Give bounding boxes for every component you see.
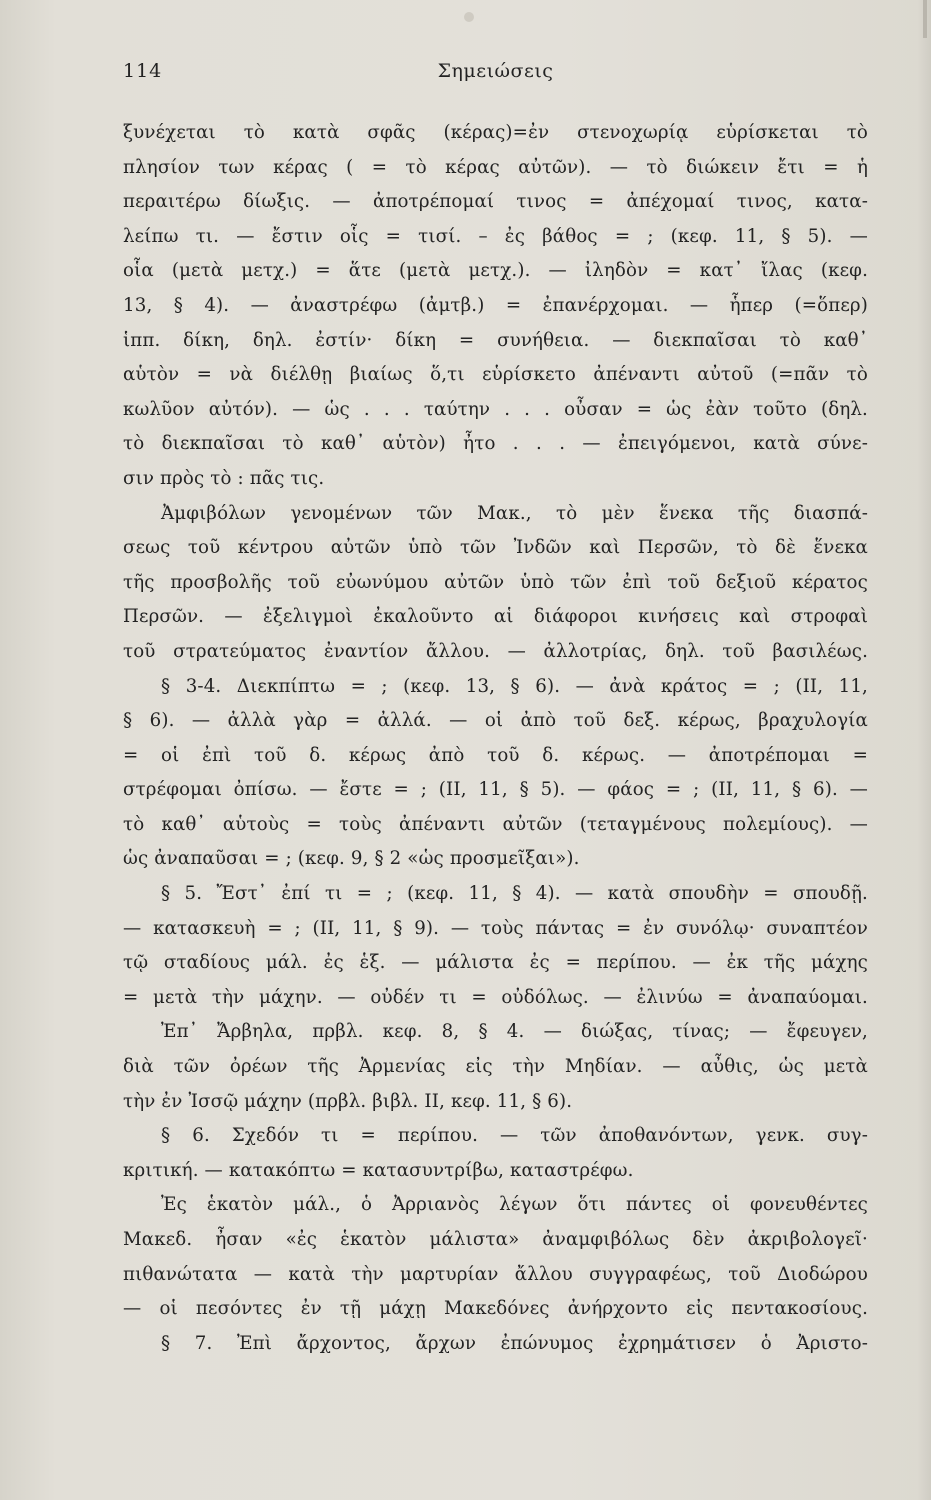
text-line: Ἐπ᾽ Ἄρβηλα, πρβλ. κεφ. 8, § 4. — διώξας, τίνας; — ἔφευγεν, <box>161 1021 868 1043</box>
text-line: Ἀμφιβόλων γενομένων τῶν Μακ., τὸ μὲν ἕνεκα τῆς διασπά- <box>161 502 868 524</box>
text-line: Μακεδ. ἦσαν «ἐς ἑκατὸν μάλιστα» ἀναμφιβόλως δὲν ἀκριβολογεῖ· <box>123 1229 868 1250</box>
page-blemish <box>464 12 474 22</box>
text-line: τὸ καθ᾽ αὑτοὺς = τοὺς ἀπέναντι αὐτῶν (τεταγμένους πολεμίους). — <box>123 813 868 835</box>
text-line: περαιτέρω δίωξις. — ἀποτρέπομαί τινος = ἀπέχομαί τινος, κατα- <box>123 191 868 213</box>
text-line: = οἱ ἐπὶ τοῦ δ. κέρως ἀπὸ τοῦ δ. κέρως. — ἀποτρέπομαι = <box>123 744 868 766</box>
text-line: αὑτὸν = νὰ διέλθῃ βιαίως ὅ,τι εὑρίσκετο ἀπέναντι αὐτοῦ (=πᾶν τὸ <box>123 364 868 386</box>
text-line: Ἐς ἑκατὸν μάλ., ὁ Ἀρριανὸς λέγων ὅτι πάντες οἱ φονευθέντες <box>161 1194 868 1216</box>
text-line: 13, § 4). — ἀναστρέφω (ἀμτβ.) = ἐπανέρχομαι. — ἧπερ (=ὅπερ) <box>123 294 868 316</box>
page-number: 114 <box>123 60 163 82</box>
text-line: = μετὰ τὴν μάχην. — οὐδέν τι = οὐδόλως. — ἐλινύω = ἀναπαύομαι. <box>123 986 868 1008</box>
page-edge-shadow <box>917 0 931 1500</box>
text-line: — οἱ πεσόντες ἐν τῇ μάχῃ Μακεδόνες ἀνήρχοντο εἰς πεντακοσίους. <box>123 1298 868 1320</box>
text-line: τὸ διεκπαῖσαι τὸ καθ᾽ αὑτὸν) ἦτο . . . — ἐπειγόμενοι, κατὰ σύνε- <box>123 433 868 455</box>
text-line: § 6. Σχεδόν τι = περίπου. — τῶν ἀποθανόντων, γενκ. συγ- <box>161 1125 868 1147</box>
text-line: § 5. Ἔστ᾽ ἐπί τι = ; (κεφ. 11, § 4). — κατὰ σπουδὴν = σπουδῇ. <box>161 883 868 905</box>
page-header <box>123 60 868 90</box>
text-line: ξυνέχεται τὸ κατὰ σφᾶς (κέρας)=ἐν στενοχωρίᾳ εὑρίσκεται τὸ <box>123 122 868 143</box>
text-line: διὰ τῶν ὀρέων τῆς Ἀρμενίας εἰς τὴν Μηδίαν. — αὖθις, ὡς μετὰ <box>123 1056 868 1078</box>
text-line: κριτική. — κατακόπτω = κατασυντρίβω, καταστρέφω. <box>123 1159 634 1181</box>
text-line: τῆς προσβολῆς τοῦ εὐωνύμου αὐτῶν ὑπὸ τῶν ἐπὶ τοῦ δεξιοῦ κέρατος <box>123 571 868 593</box>
text-line: § 6). — ἀλλὰ γὰρ = ἀλλά. — οἱ ἀπὸ τοῦ δεξ. κέρως, βραχυλογία <box>123 710 868 732</box>
text-line: λείπω τι. — ἔστιν οἷς = τισί. – ἐς βάθος = ; (κεφ. 11, § 5). — <box>123 225 868 247</box>
text-line: — κατασκευὴ = ; (II, 11, § 9). — τοὺς πάντας = ἐν συνόλῳ· συναπτέον <box>123 917 868 939</box>
text-line: τῷ σταδίους μάλ. ἐς ἑξ. — μάλιστα ἐς = περίπου. — ἐκ τῆς μάχης <box>123 952 868 974</box>
text-line: Περσῶν. — ἐξελιγμοὶ ἐκαλοῦντο αἱ διάφοροι κινήσεις καὶ στροφαὶ <box>123 606 868 628</box>
text-line: πιθανώτατα — κατὰ τὴν μαρτυρίαν ἄλλου συγγραφέως, τοῦ Διοδώρου <box>123 1263 868 1285</box>
text-line: § 3-4. Διεκπίπτω = ; (κεφ. 13, § 6). — ἀνὰ κράτος = ; (II, 11, <box>161 675 868 697</box>
text-line: § 7. Ἐπὶ ἄρχοντος, ἄρχων ἐπώνυμος ἐχρημάτισεν ὁ Ἀριστο- <box>161 1332 868 1354</box>
text-line: κωλῦον αὐτόν). — ὡς . . . ταύτην . . . οὖσαν = ὡς ἐὰν τοῦτο (δηλ. <box>123 398 868 420</box>
page-edge-mark <box>923 0 927 38</box>
text-line: τοῦ στρατεύματος ἐναντίον ἄλλου. — ἀλλοτρίας, δηλ. τοῦ βασιλέως. <box>123 640 868 662</box>
text-line: σιν πρὸς τὸ : πᾶς τις. <box>123 467 325 489</box>
text-line: ὡς ἀναπαῦσαι = ; (κεφ. 9, § 2 «ὡς προσμεῖξαι»). <box>123 848 580 870</box>
text-line: στρέφομαι ὀπίσω. — ἔστε = ; (II, 11, § 5). — φάος = ; (II, 11, § 6). — <box>123 779 868 801</box>
text-line: πλησίον των κέρας ( = τὸ κέρας αὐτῶν). — τὸ διώκειν ἔτι = ἡ <box>123 156 868 178</box>
running-title: Σημειώσεις <box>437 60 554 82</box>
text-line: τὴν ἐν Ἰσσῷ μάχην (πρβλ. βιβλ. II, κεφ. 11, § 6). <box>123 1090 573 1112</box>
text-line: σεως τοῦ κέντρου αὐτῶν ὑπὸ τῶν Ἰνδῶν καὶ Περσῶν, τὸ δὲ ἕνεκα <box>123 537 868 559</box>
text-line: ἱππ. δίκη, δηλ. ἐστίν· δίκη = συνήθεια. — διεκπαῖσαι τὸ καθ᾽ <box>123 329 868 351</box>
notes-text <box>123 116 868 1361</box>
text-line: οἷα (μετὰ μετχ.) = ἅτε (μετὰ μετχ.). — ἰληδὸν = κατ᾽ ἴλας (κεφ. <box>123 260 868 282</box>
